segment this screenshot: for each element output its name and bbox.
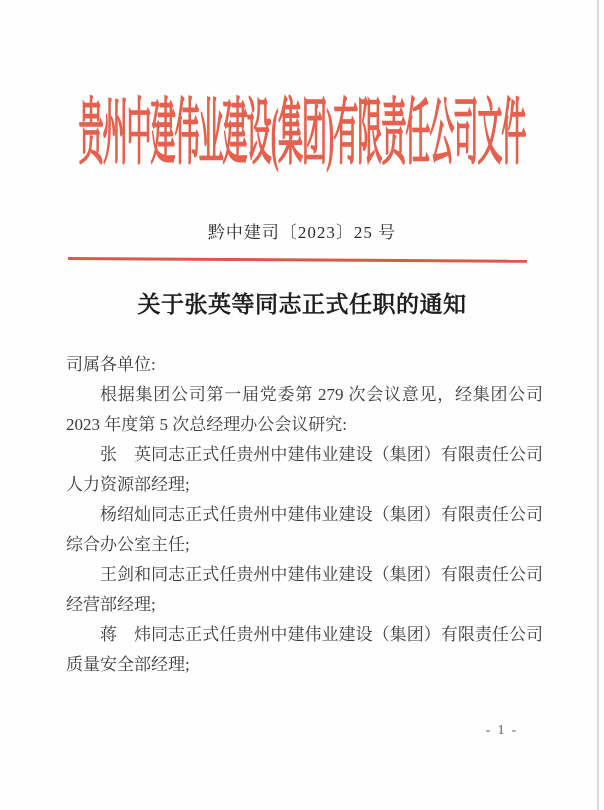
body-paragraph-appointment-1: 张 英同志正式任贵州中建伟业建设（集团）有限责任公司人力资源部经理; — [66, 445, 543, 494]
document-body — [66, 350, 543, 680]
body-paragraph-appointment-4: 蒋 炜同志正式任贵州中建伟业建设（集团）有限责任公司质量安全部经理; — [66, 625, 543, 674]
scan-edge-line — [597, 0, 599, 810]
document-org-header-text: 贵州中建伟业建设(集团)有限责任公司文件 — [78, 96, 526, 175]
page-number: - 1 - — [485, 722, 519, 737]
body-paragraph-appointment-3: 王剑和同志正式任贵州中建伟业建设（集团）有限责任公司经营部经理; — [66, 565, 543, 614]
document-number: 黔中建司〔2023〕25 号 — [207, 223, 397, 242]
document-title: 关于张英等同志正式任职的通知 — [137, 292, 467, 317]
body-paragraph-appointment-2: 杨绍灿同志正式任贵州中建伟业建设（集团）有限责任公司综合办公室主任; — [66, 505, 543, 554]
body-paragraph-intro: 根据集团公司第一届党委第 279 次会议意见，经集团公司 2023 年度第 5 次总经理办公会议研究: — [66, 385, 543, 434]
document-org-header — [0, 96, 604, 175]
salutation-line: 司属各单位: — [66, 355, 156, 374]
red-divider-line — [68, 257, 527, 262]
